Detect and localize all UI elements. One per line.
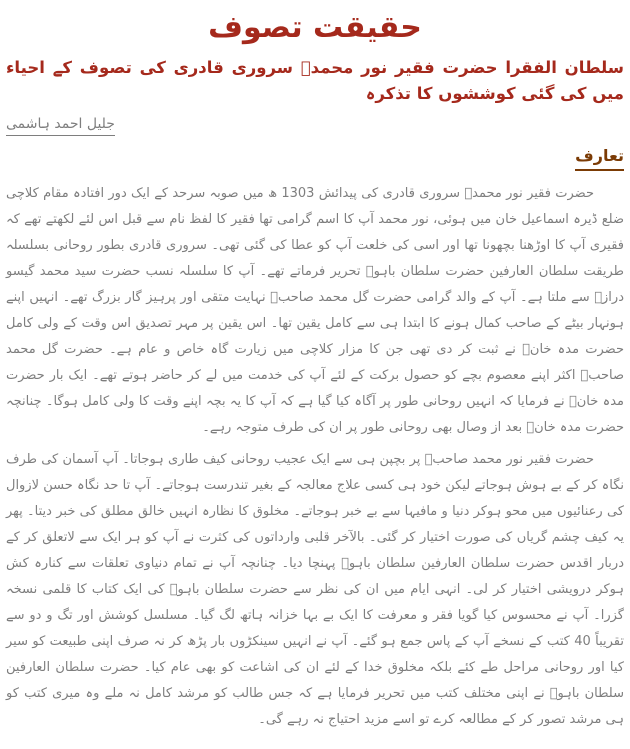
article-subtitle: سلطان الفقرا حضرت فقیر نور محمدؒ سروری قادری کی تصوف کے احیاء میں کی گئی کوششوں کا تذکرہ bbox=[6, 58, 624, 104]
body-paragraph-1: حضرت فقیر نور محمدؒ سروری قادری کی پیدائش 1303 ھ میں صوبہ سرحد کے ایک دور افتادہ مقام کلاچی ضلع ڈیرہ اسماعیل خان میں ہوئی، نور محمد آپ کا اسم گرامی تھا فقیر کا لفظ نام سے قبل اس لئے لکھتے تھے کہ فقیری آپ کا اوڑھنا بچھونا تھا اور اسی کی خلعت آپ کو عطا کی گئی تھی۔ سروری قادری بطور روحانی بسلسلہ طریقت سلطان العارفین حضرت سلطان باہوؒ تحریر فرماتے تھے۔ آپ کا سلسلہ نسب حضرت سید محمد گیسو درازؒ سے ملتا ہے۔ آپ کے والد گرامی حضرت گل محمد صاحبؒ نہایت متقی اور پرہیز گار بزرگ تھے۔ انہیں اپنے ہونہار بیٹے کے صاحب کمال ہونے کا ابتدا ہی سے کامل یقین تھا۔ اس یقین پر مہر تصدیق اس وقت کے ولی کامل حضرت مدہ خانؒ نے ثبت کر دی تھی جن کا مزار کلاچی میں زیارت گاہ خاص و عام ہے۔ حضرت گل محمد صاحبؒ اکثر اپنے معصوم بچے کو حصول برکت کے لئے آپ کی خدمت میں لے کر حاضر ہوتے تھے۔ ایک بار حضرت مدہ خانؒ نے فرمایا کہ انہیں روحانی طور پر آگاہ کیا گیا ہے کہ آپ کا یہ بچہ اپنے وقت کا ولی کامل ہوگا۔ چنانچہ حضرت مدہ خانؒ بعد از وصال بھی روحانی طور پر ان کی طرف متوجہ رہے۔ bbox=[6, 185, 624, 435]
body-paragraph-2: حضرت فقیر نور محمد صاحبؒ پر بچپن ہی سے ایک عجیب روحانی کیف طاری ہوجاتا۔ آپ آسمان کی طرف نگاہ کر کے بے ہوش ہوجاتے لیکن خود ہی کسی علاج معالجہ کے بغیر تندرست ہوجاتے۔ آپ تا حد نگاہ حسن لازوال کی رعنائیوں میں محو ہوکر دنیا و مافیہا سے بے خبر ہوجاتے۔ مخلوق کا نظارہ انہیں خالق مطلق کی خبر دیتا۔ پھر یہ کیف چشم گریاں کی صورت اختیار کر گئی۔ بالآخر قلبی وارداتوں کی کثرت نے آپ کو ہر ایک سے لاتعلق کر کے دربار اقدس حضرت سلطان العارفین سلطان باہوؒ پہنچا دیا۔ چنانچہ آپ نے تمام دنیاوی تعلقات سے کنارہ کش ہوکر درویشی اختیار کر لی۔ انہی ایام میں ان کی نظر سے حضرت سلطان باہوؒ کی ایک کتاب کا قلمی نسخہ گزرا۔ آپ نے محسوس کیا گویا فقر و معرفت کا ایک بے بہا خزانہ ہاتھ لگ گیا۔ مسلسل کوشش اور تگ و دو سے تقریباً 40 کتب کے نسخے آپ کے پاس جمع ہو گئے۔ آپ نے انہیں سینکڑوں بار پڑھ کر نہ صرف اپنی طبیعت کو سیر کیا اور روحانی مراحل طے کئے بلکہ مخلوق خدا کے لئے ان کی اشاعت کو بھی عام کیا۔ حضرت سلطان العارفین سلطان باہوؒ نے اپنی مختلف کتب میں تحریر فرمایا ہے کہ جس طالب کو مرشد کامل نہ ملے وہ میری کتب کو ہی مرشد تصور کر کے مطالعہ کرے تو اسے مزید احتیاج نہ رہے گی۔ bbox=[6, 451, 624, 727]
page-title: حقیقت تصوف bbox=[208, 10, 422, 45]
author-line bbox=[6, 116, 624, 132]
section-heading-introduction: تعارف bbox=[575, 146, 624, 171]
section-heading-row bbox=[6, 146, 624, 171]
author-name: جلیل احمد ہاشمی bbox=[6, 116, 115, 136]
